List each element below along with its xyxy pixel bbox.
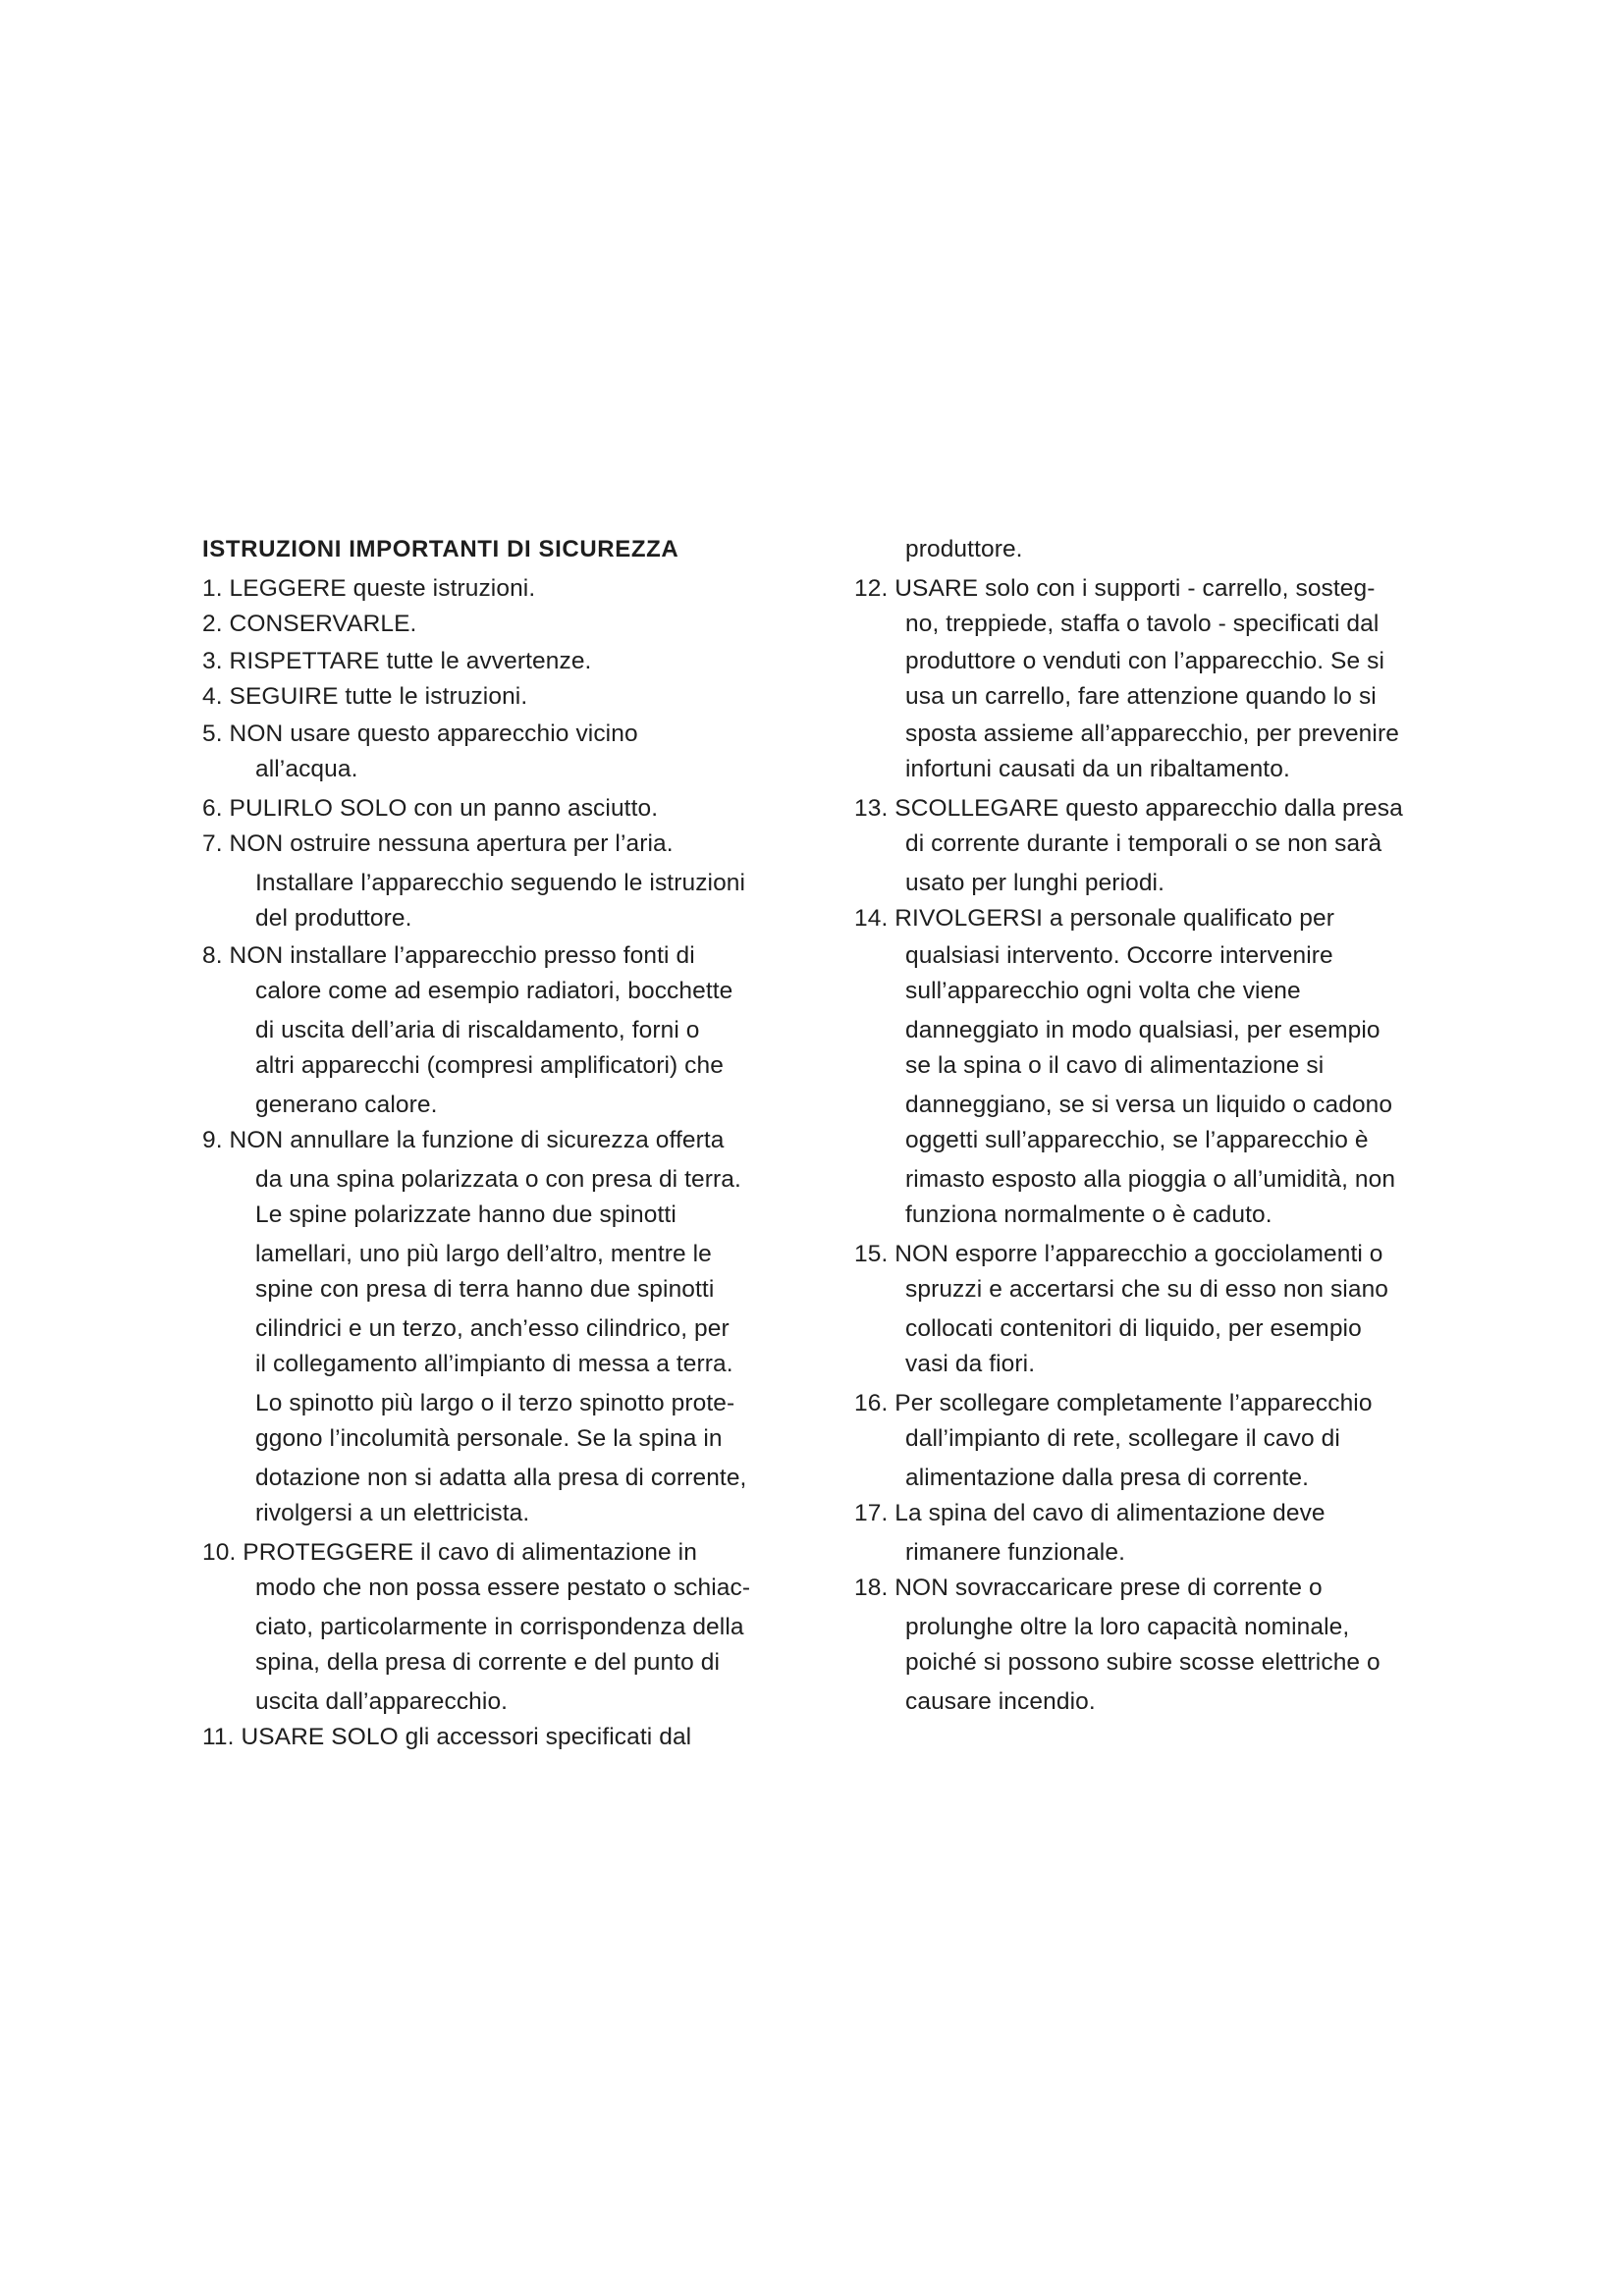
instruction-line: Le spine polarizzate hanno due spinotti [255,1201,677,1228]
instruction-line: il collegamento all’impianto di messa a terra. [255,1351,733,1377]
instruction-line: infortuni causati da un ribaltamento. [905,756,1290,782]
instruction-line: 2. CONSERVARLE. [202,611,417,637]
instruction-line: 5. NON usare questo apparecchio vicino [202,721,638,747]
instruction-line: produttore o venduti con l’apparecchio. Se si [905,648,1384,674]
instruction-line: poiché si possono subire scosse elettriche o [905,1649,1380,1676]
instruction-line: 15. NON esporre l’apparecchio a gocciolamenti o [854,1241,1383,1267]
instruction-line: di uscita dell’aria di riscaldamento, forni o [255,1017,700,1043]
instruction-line: produttore. [905,536,1023,562]
instruction-line: Installare l’apparecchio seguendo le istruzioni [255,870,746,896]
instruction-line: 8. NON installare l’apparecchio presso fonti di [202,942,695,969]
instruction-line: modo che non possa essere pestato o schiac- [255,1575,751,1601]
instruction-line: no, treppiede, staffa o tavolo - specificati dal [905,611,1380,637]
instruction-line: rimanere funzionale. [905,1539,1125,1566]
instruction-line: del produttore. [255,905,412,932]
instruction-line: usa un carrello, fare attenzione quando lo si [905,683,1377,710]
instruction-line: danneggiato in modo qualsiasi, per esempio [905,1017,1380,1043]
instruction-line: da una spina polarizzata o con presa di terra. [255,1166,741,1193]
instruction-line: 10. PROTEGGERE il cavo di alimentazione in [202,1539,697,1566]
instruction-line: qualsiasi intervento. Occorre intervenire [905,942,1333,969]
instruction-line: dotazione non si adatta alla presa di corrente, [255,1465,747,1491]
instruction-line: 18. NON sovraccaricare prese di corrente o [854,1575,1323,1601]
instruction-line: Lo spinotto più largo o il terzo spinotto prote- [255,1390,735,1416]
instruction-line: rivolgersi a un elettricista. [255,1500,530,1526]
instruction-line: prolunghe oltre la loro capacità nominale, [905,1614,1350,1640]
instruction-line: generano calore. [255,1092,438,1118]
instruction-line: cilindrici e un terzo, anch’esso cilindrico, per [255,1315,730,1342]
instruction-line: sposta assieme all’apparecchio, per prevenire [905,721,1399,747]
instruction-line: funziona normalmente o è caduto. [905,1201,1272,1228]
instruction-line: 16. Per scollegare completamente l’apparecchio [854,1390,1373,1416]
instruction-line: ggono l’incolumità personale. Se la spina in [255,1425,723,1452]
instruction-line: 9. NON annullare la funzione di sicurezza offerta [202,1127,725,1153]
instruction-line: vasi da fiori. [905,1351,1036,1377]
instruction-line: altri apparecchi (compresi amplificatori) che [255,1052,724,1079]
instruction-line: 14. RIVOLGERSI a personale qualificato per [854,905,1335,932]
instruction-line: lamellari, uno più largo dell’altro, mentre le [255,1241,712,1267]
instruction-line: ciato, particolarmente in corrispondenza della [255,1614,744,1640]
instruction-line: spine con presa di terra hanno due spinotti [255,1276,715,1303]
instruction-line: 6. PULIRLO SOLO con un panno asciutto. [202,795,659,822]
instruction-line: oggetti sull’apparecchio, se l’apparecchio è [905,1127,1369,1153]
instruction-line: danneggiano, se si versa un liquido o cadono [905,1092,1393,1118]
instruction-line: 4. SEGUIRE tutte le istruzioni. [202,683,528,710]
instruction-line: 1. LEGGERE queste istruzioni. [202,575,536,602]
instruction-line: di corrente durante i temporali o se non sarà [905,830,1382,857]
section-title: ISTRUZIONI IMPORTANTI DI SICUREZZA [202,536,679,562]
instruction-line: usato per lunghi periodi. [905,870,1165,896]
instruction-line: spina, della presa di corrente e del punto di [255,1649,721,1676]
instruction-line: causare incendio. [905,1688,1096,1715]
instruction-line: calore come ad esempio radiatori, bocchette [255,978,733,1004]
instruction-line: sull’apparecchio ogni volta che viene [905,978,1301,1004]
instruction-line: alimentazione dalla presa di corrente. [905,1465,1310,1491]
instruction-line: spruzzi e accertarsi che su di esso non siano [905,1276,1389,1303]
instruction-line: 7. NON ostruire nessuna apertura per l’aria. [202,830,674,857]
instruction-line: uscita dall’apparecchio. [255,1688,509,1715]
instruction-line: dall’impianto di rete, scollegare il cavo di [905,1425,1340,1452]
instruction-line: 17. La spina del cavo di alimentazione deve [854,1500,1326,1526]
instruction-line: 11. USARE SOLO gli accessori specificati dal [202,1724,692,1750]
instruction-line: collocati contenitori di liquido, per esempio [905,1315,1362,1342]
instruction-line: all’acqua. [255,756,358,782]
instruction-line: 3. RISPETTARE tutte le avvertenze. [202,648,592,674]
instruction-line: 12. USARE solo con i supporti - carrello, sosteg- [854,575,1376,602]
instruction-line: rimasto esposto alla pioggia o all’umidità, non [905,1166,1396,1193]
instruction-line: 13. SCOLLEGARE questo apparecchio dalla presa [854,795,1403,822]
instruction-line: se la spina o il cavo di alimentazione si [905,1052,1325,1079]
